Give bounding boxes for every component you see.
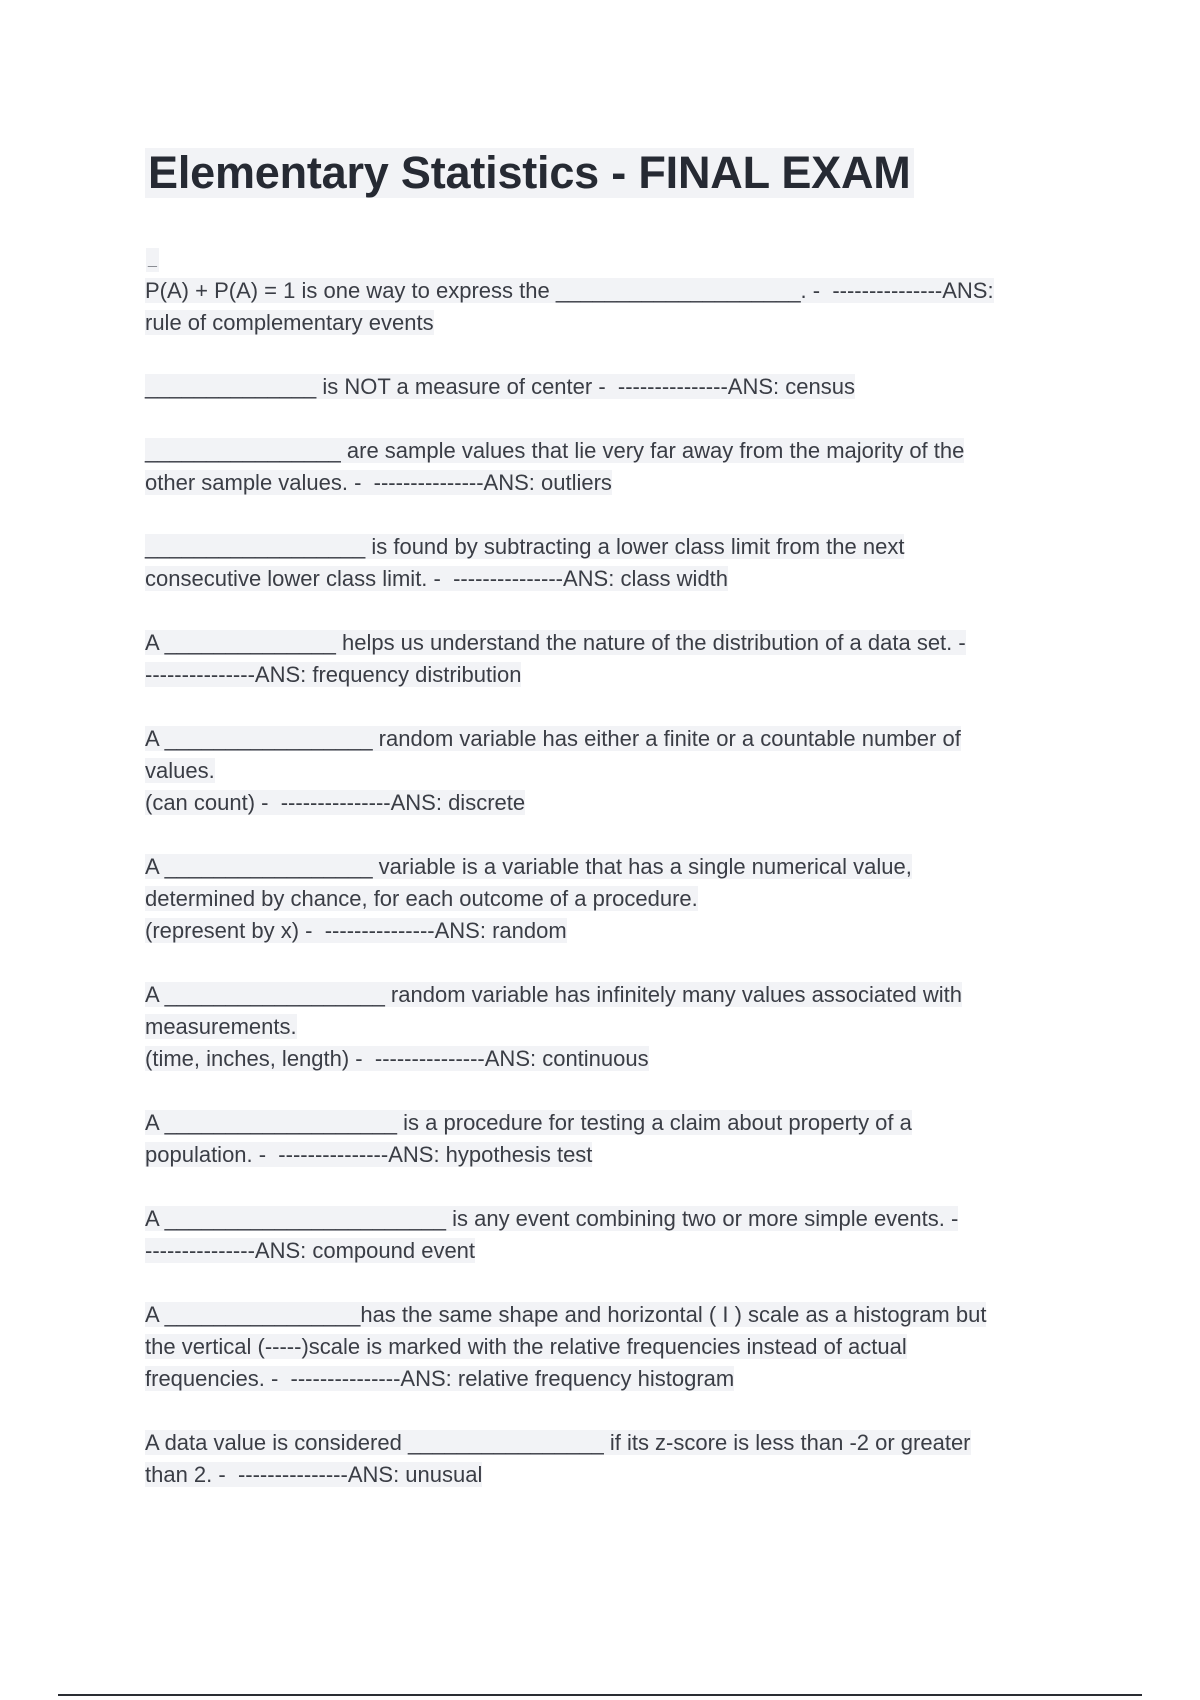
question-line <box>145 1427 1045 1459</box>
question-line <box>145 915 1045 947</box>
question-text: A ______________ helps us understand the nature of the distribution of a data set. - <box>145 630 966 655</box>
question-text: A data value is considered ________________ if its z-score is less than -2 or greater <box>145 1430 971 1455</box>
question-item <box>145 1299 1045 1395</box>
question-line <box>145 275 1045 307</box>
question-line <box>145 371 1045 403</box>
question-line <box>145 851 1045 883</box>
question-line <box>145 723 1045 755</box>
question-text: consecutive lower class limit. - ---------------ANS: class width <box>145 566 729 591</box>
document-title: Elementary Statistics - FINAL EXAM <box>145 148 914 198</box>
question-text: measurements. <box>145 1014 297 1039</box>
question-line <box>145 787 1045 819</box>
question-line <box>145 1459 1045 1491</box>
question-line <box>145 1363 1045 1395</box>
question-item <box>145 275 1045 339</box>
question-item <box>145 1203 1045 1267</box>
question-text: (represent by x) - ---------------ANS: random <box>145 918 567 943</box>
question-text: determined by chance, for each outcome of a procedure. <box>145 886 698 911</box>
question-item <box>145 979 1045 1075</box>
question-line <box>145 1139 1045 1171</box>
question-text: A ___________________ is a procedure for testing a claim about property of a <box>145 1110 912 1135</box>
question-line <box>145 1299 1045 1331</box>
question-line <box>145 307 1045 339</box>
question-text: A _________________ variable is a variable that has a single numerical value, <box>145 854 912 879</box>
question-text: A __________________ random variable has infinitely many values associated with <box>145 982 962 1007</box>
question-line <box>145 1235 1045 1267</box>
question-item <box>145 1107 1045 1171</box>
question-text: (time, inches, length) - ---------------ANS: continuous <box>145 1046 649 1071</box>
question-line <box>145 1203 1045 1235</box>
question-text: other sample values. - ---------------ANS: outliers <box>145 470 612 495</box>
question-text: ______________ is NOT a measure of center - ---------------ANS: census <box>145 374 855 399</box>
question-text: (can count) - ---------------ANS: discrete <box>145 790 526 815</box>
question-line <box>145 979 1045 1011</box>
question-item <box>145 851 1045 947</box>
footer-rule <box>58 1694 1142 1696</box>
question-item <box>145 435 1045 499</box>
question-text: A ________________has the same shape and horizontal ( I ) scale as a histogram but <box>145 1302 987 1327</box>
question-line <box>145 883 1045 915</box>
question-line <box>145 467 1045 499</box>
question-item <box>145 531 1045 595</box>
question-item <box>145 371 1045 403</box>
question-text: P(A) + P(A) = 1 is one way to express the ____________________. - ---------------ANS: <box>145 278 994 303</box>
question-line <box>145 755 1045 787</box>
question-item <box>145 1427 1045 1491</box>
question-line <box>145 563 1045 595</box>
question-text: A _______________________ is any event combining two or more simple events. - <box>145 1206 959 1231</box>
question-item <box>145 723 1045 819</box>
question-text: values. <box>145 758 215 783</box>
question-list <box>145 275 1045 1523</box>
question-line <box>145 659 1045 691</box>
question-line <box>145 1011 1045 1043</box>
question-text: ---------------ANS: frequency distribution <box>145 662 522 687</box>
question-line <box>145 1331 1045 1363</box>
question-text: population. - ---------------ANS: hypothesis test <box>145 1142 593 1167</box>
question-text: frequencies. - ---------------ANS: relative frequency histogram <box>145 1366 735 1391</box>
question-line <box>145 627 1045 659</box>
question-line <box>145 435 1045 467</box>
question-line <box>145 531 1045 563</box>
question-text: ---------------ANS: compound event <box>145 1238 476 1263</box>
question-line <box>145 1107 1045 1139</box>
question-text: __________________ is found by subtracting a lower class limit from the next <box>145 534 905 559</box>
question-text: than 2. - ---------------ANS: unusual <box>145 1462 483 1487</box>
question-text: ________________ are sample values that lie very far away from the majority of the <box>145 438 965 463</box>
question-text: rule of complementary events <box>145 310 434 335</box>
question-text: the vertical (-----)scale is marked with the relative frequencies instead of actual <box>145 1334 907 1359</box>
question-item <box>145 627 1045 691</box>
stray-mark: _ <box>146 248 159 272</box>
question-text: A _________________ random variable has either a finite or a countable number of <box>145 726 961 751</box>
question-line <box>145 1043 1045 1075</box>
